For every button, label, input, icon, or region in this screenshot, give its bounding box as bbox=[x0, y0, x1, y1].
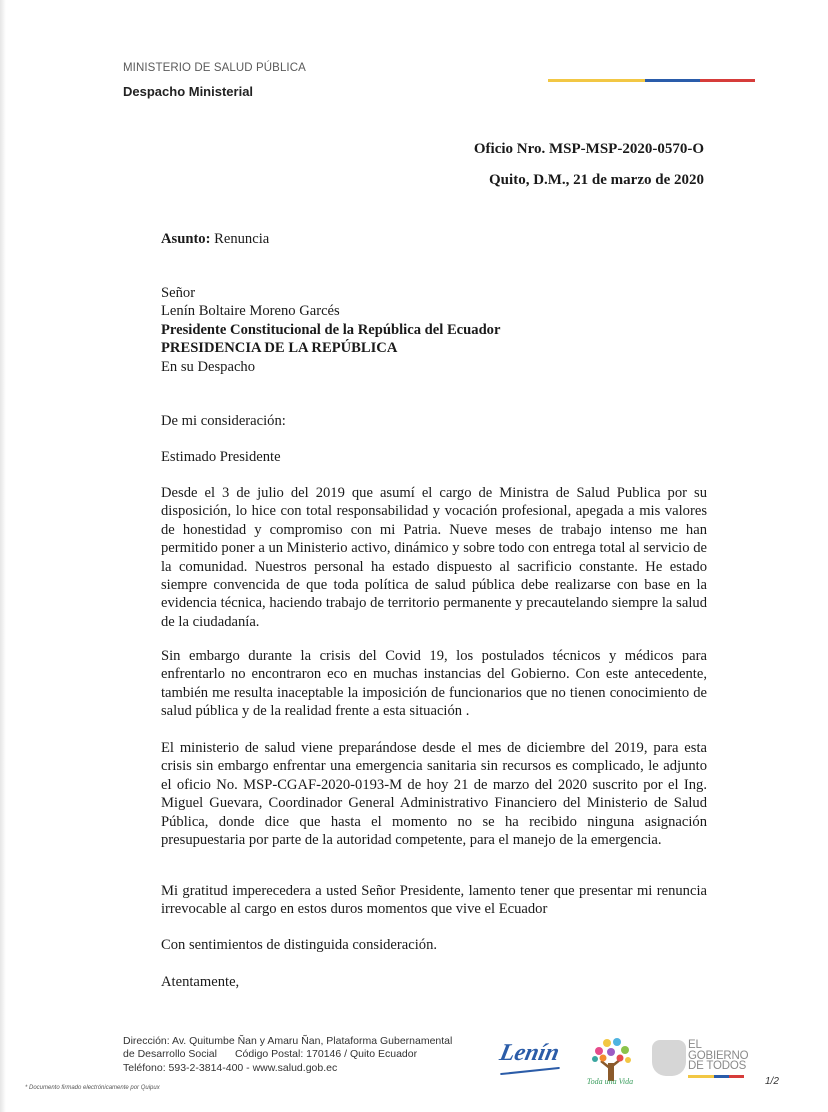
address-line-2 bbox=[123, 1048, 452, 1061]
flag-blue-segment bbox=[645, 79, 700, 82]
gobierno-line-1: EL bbox=[688, 1039, 702, 1051]
signoff: Atentamente, bbox=[161, 974, 240, 990]
footer-address bbox=[123, 1035, 452, 1075]
recipient-salutation: Señor bbox=[161, 285, 196, 301]
lenin-logo: Lenín bbox=[497, 1040, 562, 1066]
page-edge-shadow bbox=[0, 0, 6, 1112]
body-paragraph: Desde el 3 de julio del 2019 que asumí el cargo de Ministra de Salud Publica por su disposición, lo hice con total responsabilidad y vocación profesional, apegada a mis valores de honestidad y compromiso con mi Patria. Nueve meses de trabajo intenso me han permitido poner a un Ministerio activo, dinámico y sobre todo con entrega total al servicio de la comunidad. Nuestros personal ha estado dispuesto al sacrificio constante. He estado siempre convencida de que toda política de salud pública debe realizarse con base en la evidencia técnica, haciendo trabajo de territorio permanente y precautelando siempre la salud de la ciudadanía. bbox=[161, 485, 707, 630]
recipient-name: Lenín Boltaire Moreno Garcés bbox=[161, 303, 340, 320]
closing-line: Con sentimientos de distinguida consideración. bbox=[161, 937, 438, 953]
department-name: Despacho Ministerial bbox=[123, 84, 254, 99]
page-number: 1/2 bbox=[765, 1076, 779, 1087]
address-line-1: Dirección: Av. Quitumbe Ñan y Amaru Ñan, Plataforma Gubernamental bbox=[123, 1035, 453, 1047]
postal-code: Código Postal: 170146 / Quito Ecuador bbox=[234, 1048, 418, 1061]
gobierno-flag-bar bbox=[688, 1075, 744, 1078]
greeting-line-2: Estimado Presidente bbox=[161, 449, 281, 465]
recipient-block bbox=[161, 284, 707, 376]
greeting-line-1: De mi consideración: bbox=[161, 413, 286, 429]
coat-of-arms-icon bbox=[652, 1040, 686, 1076]
quipux-note: * Documento firmado electrónicamente por Quipux bbox=[25, 1085, 160, 1091]
gobierno-logo-text bbox=[688, 1040, 748, 1072]
gobierno-line-3: DE TODOS bbox=[688, 1060, 747, 1072]
gobierno-line-2: GOBIERNO bbox=[688, 1049, 749, 1062]
subject-value: Renuncia bbox=[214, 231, 270, 247]
subject-label: Asunto: bbox=[161, 231, 211, 247]
place-date: Quito, D.M., 21 de marzo de 2020 bbox=[489, 172, 704, 188]
body-paragraph: Mi gratitud imperecedera a usted Señor Presidente, lamento tener que presentar mi renuncia irrevocable al cargo en estos duros momentos que vive el Ecuador bbox=[161, 883, 707, 918]
recipient-location: En su Despacho bbox=[161, 358, 256, 375]
flag-red-segment bbox=[700, 79, 755, 82]
recipient-institution: PRESIDENCIA DE LA REPÚBLICA bbox=[161, 340, 398, 357]
ministry-name: MINISTERIO DE SALUD PÚBLICA bbox=[123, 62, 306, 74]
recipient-title: Presidente Constitucional de la República del Ecuador bbox=[161, 321, 501, 338]
address-line-2a: de Desarrollo Social bbox=[123, 1048, 217, 1061]
body-paragraph: El ministerio de salud viene preparándose desde el mes de diciembre del 2019, para esta crisis sin embargo enfrentar una emergencia sanitaria sin recursos es complicado, le adjunto el oficio No. MSP-CGAF-2020-0193-M de hoy 21 de marzo del 2020 suscrito por el Ing. Miguel Guevara, Coordinador General Administrativo Financiero del Ministerio de Salud Pública, donde dice que hasta el momento no se ha recibido ninguna asignación presupuestaria por parte de la autoridad competente, para el manejo de la emergencia. bbox=[161, 740, 707, 849]
lenin-logo-swoosh bbox=[500, 1067, 560, 1075]
flag-yellow-segment bbox=[548, 79, 645, 82]
oficio-number: Oficio Nro. MSP-MSP-2020-0570-O bbox=[473, 141, 704, 157]
subject-line bbox=[161, 230, 707, 248]
body-paragraph: Sin embargo durante la crisis del Covid 19, los postulados técnicos y médicos para enfrentarlo no encontraron eco en muchas instancias del Gobierno. Con este antecedente, también me resulta inaceptable la imposición de funcionarios que no tienen conocimiento de salud pública y de la realidad frente a esta situación . bbox=[161, 648, 707, 720]
flag-color-bar bbox=[548, 79, 755, 82]
tree-logo-caption: Toda una Vida bbox=[586, 1077, 634, 1086]
address-line-3: Teléfono: 593-2-3814-400 - www.salud.gob.ec bbox=[123, 1061, 338, 1074]
